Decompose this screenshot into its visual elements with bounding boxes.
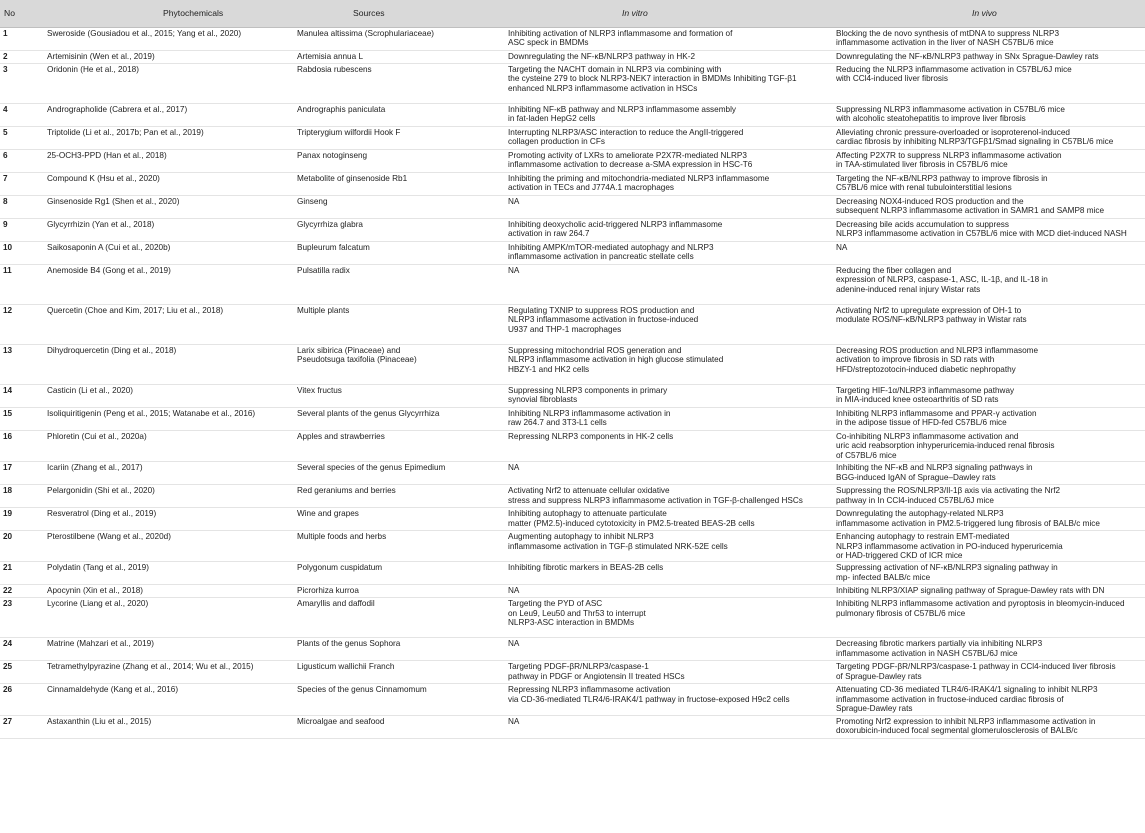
in-vivo-cell: Downregulating the NF-κB/NLRP3 pathway in SNx Sprague-Dawley rats (832, 51, 1145, 64)
in-vitro-cell: Inhibiting the priming and mitochondria-mediated NLRP3 inflammasome activation in TECs and J774A.1 macrophages (504, 173, 832, 196)
in-vitro-cell: Inhibiting AMPK/mTOR-mediated autophagy and NLRP3 inflammasome activation in pancreatic stellate cells (504, 242, 832, 265)
row-number: 6 (0, 150, 43, 173)
in-vitro-cell: Interrupting NLRP3/ASC interaction to reduce the AngII-triggered collagen production in CFs (504, 127, 832, 150)
table-row (0, 585, 1145, 598)
in-vivo-cell: Downregulating the autophagy-related NLRP3 inflammasome activation in PM2.5-triggered lung fibrosis of BALB/c mice (832, 508, 1145, 531)
in-vivo-cell: Affecting P2X7R to suppress NLRP3 inflammasome activation in TAA-stimulated liver fibrosis in C57BL/6 mice (832, 150, 1145, 173)
row-number: 2 (0, 51, 43, 64)
source-cell: Ginseng (293, 196, 504, 219)
phytochemical-cell: Phloretin (Cui et al., 2020a) (43, 431, 293, 462)
in-vivo-cell: Suppressing the ROS/NLRP3/Il-1β axis via activating the Nrf2 pathway in In CCl4-induced C57BL/6J mice (832, 485, 1145, 508)
phytochemical-cell: Glycyrrhizin (Yan et al., 2018) (43, 219, 293, 242)
in-vitro-cell: Regulating TXNIP to suppress ROS production and NLRP3 inflammasome activation in fructose-induced U937 and THP-1 macrophages (504, 305, 832, 345)
in-vivo-cell: Alleviating chronic pressure-overloaded or isoproterenol-induced cardiac fibrosis by inhibiting NLRP3/TGFβ1/Smad signaling in C57BL/6 mice (832, 127, 1145, 150)
row-number: 18 (0, 485, 43, 508)
source-cell: Panax notoginseng (293, 150, 504, 173)
in-vitro-cell: Suppressing NLRP3 components in primary synovial fibroblasts (504, 385, 832, 408)
in-vivo-cell: NA (832, 242, 1145, 265)
row-number: 4 (0, 104, 43, 127)
source-cell: Multiple plants (293, 305, 504, 345)
phytochemical-cell: Compound K (Hsu et al., 2020) (43, 173, 293, 196)
in-vivo-cell: Activating Nrf2 to upregulate expression of OH-1 to modulate ROS/NF-κB/NLRP3 pathway in Wistar rats (832, 305, 1145, 345)
row-number: 8 (0, 196, 43, 219)
in-vitro-cell: Inhibiting NF-κB pathway and NLRP3 inflammasome assembly in fat-laden HepG2 cells (504, 104, 832, 127)
in-vivo-cell: Inhibiting the NF-κB and NLRP3 signaling pathways in BGG-induced IgAN of Sprague–Dawley rats (832, 462, 1145, 485)
table-row (0, 51, 1145, 64)
phytochemical-cell: Dihydroquercetin (Ding et al., 2018) (43, 345, 293, 385)
source-cell: Tripterygium wilfordii Hook F (293, 127, 504, 150)
table-row (0, 684, 1145, 715)
phytochemical-cell: Pterostilbene (Wang et al., 2020d) (43, 531, 293, 562)
in-vivo-cell: Targeting HIF-1α/NLRP3 inflammasome pathway in MIA-induced knee osteoarthritis of SD rats (832, 385, 1145, 408)
table-row (0, 431, 1145, 462)
table-row (0, 28, 1145, 51)
row-number: 5 (0, 127, 43, 150)
table-row (0, 305, 1145, 345)
in-vivo-cell: Targeting the NF-κB/NLRP3 pathway to improve fibrosis in C57BL/6 mice with renal tubulointerstitial lesions (832, 173, 1145, 196)
in-vivo-cell: Suppressing activation of NF-κB/NLRP3 signaling pathway in mp- infected BALB/c mice (832, 562, 1145, 585)
source-cell: Several species of the genus Epimedium (293, 462, 504, 485)
in-vivo-cell: Decreasing NOX4-induced ROS production and the subsequent NLRP3 inflammasome activation in SAMR1 and SAMP8 mice (832, 196, 1145, 219)
in-vitro-cell: Augmenting autophagy to inhibit NLRP3 inflammasome activation in TGF-β stimulated NRK-52E cells (504, 531, 832, 562)
source-cell: Manulea altissima (Scrophulariaceae) (293, 28, 504, 51)
source-cell: Plants of the genus Sophora (293, 638, 504, 661)
phytochemical-cell: 25-OCH3-PPD (Han et al., 2018) (43, 150, 293, 173)
phytochemical-cell: Cinnamaldehyde (Kang et al., 2016) (43, 684, 293, 715)
in-vivo-cell: Co-inhibiting NLRP3 inflammasome activation and uric acid reabsorption inhyperuricemia-induced renal fibrosis of C57BL/6 mice (832, 431, 1145, 462)
phytochemical-cell: Matrine (Mahzari et al., 2019) (43, 638, 293, 661)
in-vitro-cell: Promoting activity of LXRs to ameliorate P2X7R-mediated NLRP3 inflammasome activation to decrease a-SMA expression in HSC-T6 (504, 150, 832, 173)
phytochemical-cell: Ginsenoside Rg1 (Shen et al., 2020) (43, 196, 293, 219)
source-cell: Wine and grapes (293, 508, 504, 531)
in-vitro-cell: NA (504, 196, 832, 219)
phytochemical-cell: Isoliquiritigenin (Peng et al., 2015; Watanabe et al., 2016) (43, 408, 293, 431)
source-cell: Artemisia annua L (293, 51, 504, 64)
row-number: 23 (0, 598, 43, 638)
header-sources: Sources (293, 0, 504, 28)
source-cell: Rabdosia rubescens (293, 64, 504, 104)
phytochemical-cell: Polydatin (Tang et al., 2019) (43, 562, 293, 585)
source-cell: Picrorhiza kurroa (293, 585, 504, 598)
table-row (0, 150, 1145, 173)
row-number: 13 (0, 345, 43, 385)
phytochemical-cell: Saikosaponin A (Cui et al., 2020b) (43, 242, 293, 265)
table-row (0, 173, 1145, 196)
in-vitro-cell: Inhibiting deoxycholic acid-triggered NLRP3 inflammasome activation in raw 264.7 (504, 219, 832, 242)
in-vitro-cell: Suppressing mitochondrial ROS generation and NLRP3 inflammasome activation in high glucose stimulated HBZY-1 and HK2 cells (504, 345, 832, 385)
in-vivo-cell: Suppressing NLRP3 inflammasome activation in C57BL/6 mice with alcoholic steatohepatitis to improve liver fibrosis (832, 104, 1145, 127)
row-number: 14 (0, 385, 43, 408)
in-vitro-cell: NA (504, 715, 832, 738)
in-vivo-cell: Inhibiting NLRP3 inflammasome and PPAR-γ activation in the adipose tissue of HFD-fed C57BL/6 mice (832, 408, 1145, 431)
table-header-row (0, 0, 1145, 28)
in-vitro-cell: Repressing NLRP3 inflammasome activation via CD-36-mediated TLR4/6-IRAK4/1 pathway in fructose-exposed H9c2 cells (504, 684, 832, 715)
source-cell: Vitex fructus (293, 385, 504, 408)
row-number: 17 (0, 462, 43, 485)
phytochemical-cell: Resveratrol (Ding et al., 2019) (43, 508, 293, 531)
source-cell: Red geraniums and berries (293, 485, 504, 508)
row-number: 27 (0, 715, 43, 738)
phytochemical-cell: Andrographolide (Cabrera et al., 2017) (43, 104, 293, 127)
table-row (0, 508, 1145, 531)
in-vitro-cell: Repressing NLRP3 components in HK-2 cells (504, 431, 832, 462)
row-number: 15 (0, 408, 43, 431)
table-row (0, 219, 1145, 242)
row-number: 9 (0, 219, 43, 242)
row-number: 21 (0, 562, 43, 585)
phytochemical-cell: Casticin (Li et al., 2020) (43, 385, 293, 408)
source-cell: Glycyrrhiza glabra (293, 219, 504, 242)
table-row (0, 104, 1145, 127)
row-number: 16 (0, 431, 43, 462)
in-vitro-cell: NA (504, 265, 832, 305)
source-cell: Andrographis paniculata (293, 104, 504, 127)
source-cell: Metabolite of ginsenoside Rb1 (293, 173, 504, 196)
source-cell: Several plants of the genus Glycyrrhiza (293, 408, 504, 431)
source-cell: Ligusticum wallichii Franch (293, 661, 504, 684)
table-row (0, 345, 1145, 385)
phytochemical-cell: Apocynin (Xin et al., 2018) (43, 585, 293, 598)
table-row (0, 485, 1145, 508)
table-row (0, 127, 1145, 150)
row-number: 7 (0, 173, 43, 196)
table-row (0, 462, 1145, 485)
in-vitro-cell: Targeting PDGF-βR/NLRP3/caspase-1 pathway in PDGF or Angiotensin II treated HSCs (504, 661, 832, 684)
source-cell: Species of the genus Cinnamomum (293, 684, 504, 715)
header-in-vitro: In vitro (504, 0, 832, 28)
phytochemical-cell: Anemoside B4 (Gong et al., 2019) (43, 265, 293, 305)
row-number: 12 (0, 305, 43, 345)
in-vitro-cell: Targeting the PYD of ASC on Leu9, Leu50 and Thr53 to interrupt NLRP3-ASC interaction in BMDMs (504, 598, 832, 638)
in-vitro-cell: Activating Nrf2 to attenuate cellular oxidative stress and suppress NLRP3 inflammasome activation in TGF-β-challenged HSCs (504, 485, 832, 508)
source-cell: Multiple foods and herbs (293, 531, 504, 562)
in-vivo-cell: Blocking the de novo synthesis of mtDNA to suppress NLRP3 inflammasome activation in the liver of NASH C57BL/6 mice (832, 28, 1145, 51)
in-vitro-cell: NA (504, 638, 832, 661)
source-cell: Apples and strawberries (293, 431, 504, 462)
in-vivo-cell: Decreasing bile acids accumulation to suppress NLRP3 inflammasome activation in C57BL/6 mice with MCD diet-induced NASH (832, 219, 1145, 242)
header-phytochemicals: Phytochemicals (43, 0, 293, 28)
table-row (0, 242, 1145, 265)
phytochemical-cell: Oridonin (He et al., 2018) (43, 64, 293, 104)
in-vivo-cell: Decreasing ROS production and NLRP3 inflammasome activation to improve fibrosis in SD rats with HFD/streptozotocin-induced diabetic nephropathy (832, 345, 1145, 385)
in-vivo-cell: Promoting Nrf2 expression to inhibit NLRP3 inflammasome activation in doxorubicin-induced focal segmental glomerulosclerosis of BALB/c (832, 715, 1145, 738)
phytochemical-cell: Astaxanthin (Liu et al., 2015) (43, 715, 293, 738)
in-vivo-cell: Attenuating CD-36 mediated TLR4/6-IRAK4/1 signaling to inhibit NLRP3 inflammasome activation in fructose-induced cardiac fibrosis of Sprague-Dawley rats (832, 684, 1145, 715)
phytochemical-cell: Artemisinin (Wen et al., 2019) (43, 51, 293, 64)
row-number: 10 (0, 242, 43, 265)
header-no: No (0, 0, 43, 28)
row-number: 20 (0, 531, 43, 562)
in-vivo-cell: Inhibiting NLRP3/XIAP signaling pathway of Sprague-Dawley rats with DN (832, 585, 1145, 598)
in-vitro-cell: Inhibiting autophagy to attenuate particulate matter (PM2.5)-induced cytotoxicity in PM2.5-treated BEAS-2B cells (504, 508, 832, 531)
table-row (0, 196, 1145, 219)
table-row (0, 715, 1145, 738)
table-row (0, 598, 1145, 638)
in-vitro-cell: Downregulating the NF-κB/NLRP3 pathway in HK-2 (504, 51, 832, 64)
in-vitro-cell: NA (504, 462, 832, 485)
source-cell: Bupleurum falcatum (293, 242, 504, 265)
table-row (0, 64, 1145, 104)
in-vivo-cell: Decreasing fibrotic markers partially via inhibiting NLRP3 inflammasome activation in NASH C57BL/6J mice (832, 638, 1145, 661)
phytochemical-cell: Sweroside (Gousiadou et al., 2015; Yang et al., 2020) (43, 28, 293, 51)
in-vivo-cell: Targeting PDGF-βR/NLRP3/caspase-1 pathway in CCl4-induced liver fibrosis of Sprague-Dawley rats (832, 661, 1145, 684)
row-number: 25 (0, 661, 43, 684)
row-number: 19 (0, 508, 43, 531)
table-row (0, 562, 1145, 585)
phytochemical-cell: Triptolide (Li et al., 2017b; Pan et al., 2019) (43, 127, 293, 150)
table-row (0, 385, 1145, 408)
phytochemical-cell: Pelargonidin (Shi et al., 2020) (43, 485, 293, 508)
in-vitro-cell: Inhibiting fibrotic markers in BEAS-2B cells (504, 562, 832, 585)
in-vivo-cell: Reducing the fiber collagen and expression of NLRP3, caspase-1, ASC, IL-1β, and IL-18 in adenine-induced renal injury Wistar rats (832, 265, 1145, 305)
source-cell: Polygonum cuspidatum (293, 562, 504, 585)
in-vivo-cell: Enhancing autophagy to restrain EMT-mediated NLRP3 inflammasome activation in PO-induced hyperuricemia or HAD-triggered CKD of ICR mice (832, 531, 1145, 562)
row-number: 22 (0, 585, 43, 598)
source-cell: Larix sibirica (Pinaceae) and Pseudotsuga taxifolia (Pinaceae) (293, 345, 504, 385)
phytochemical-cell: Tetramethylpyrazine (Zhang et al., 2014; Wu et al., 2015) (43, 661, 293, 684)
source-cell: Amaryllis and daffodil (293, 598, 504, 638)
row-number: 3 (0, 64, 43, 104)
row-number: 11 (0, 265, 43, 305)
in-vitro-cell: Inhibiting NLRP3 inflammasome activation in raw 264.7 and 3T3-L1 cells (504, 408, 832, 431)
table-row (0, 661, 1145, 684)
table-row (0, 408, 1145, 431)
in-vitro-cell: NA (504, 585, 832, 598)
in-vivo-cell: Inhibiting NLRP3 inflammasome activation and pyroptosis in bleomycin-induced pulmonary fibrosis of C57BL/6 mice (832, 598, 1145, 638)
table-row (0, 531, 1145, 562)
phytochemical-cell: Quercetin (Choe and Kim, 2017; Liu et al., 2018) (43, 305, 293, 345)
in-vitro-cell: Targeting the NACHT domain in NLRP3 via combining with the cysteine 279 to block NLRP3-NEK7 interaction in BMDMs Inhibiting TGF-β1 enhanced NLRP3 inflammasome activation in HSCs (504, 64, 832, 104)
row-number: 1 (0, 28, 43, 51)
table-row (0, 265, 1145, 305)
table-row (0, 638, 1145, 661)
phytochemical-cell: Lycorine (Liang et al., 2020) (43, 598, 293, 638)
row-number: 26 (0, 684, 43, 715)
source-cell: Pulsatilla radix (293, 265, 504, 305)
row-number: 24 (0, 638, 43, 661)
header-in-vivo: In vivo (832, 0, 1145, 28)
source-cell: Microalgae and seafood (293, 715, 504, 738)
in-vitro-cell: Inhibiting activation of NLRP3 inflammasome and formation of ASC speck in BMDMs (504, 28, 832, 51)
phytochemical-cell: Icariin (Zhang et al., 2017) (43, 462, 293, 485)
in-vivo-cell: Reducing the NLRP3 inflammasome activation in C57BL/6J mice with CCl4-induced liver fibrosis (832, 64, 1145, 104)
